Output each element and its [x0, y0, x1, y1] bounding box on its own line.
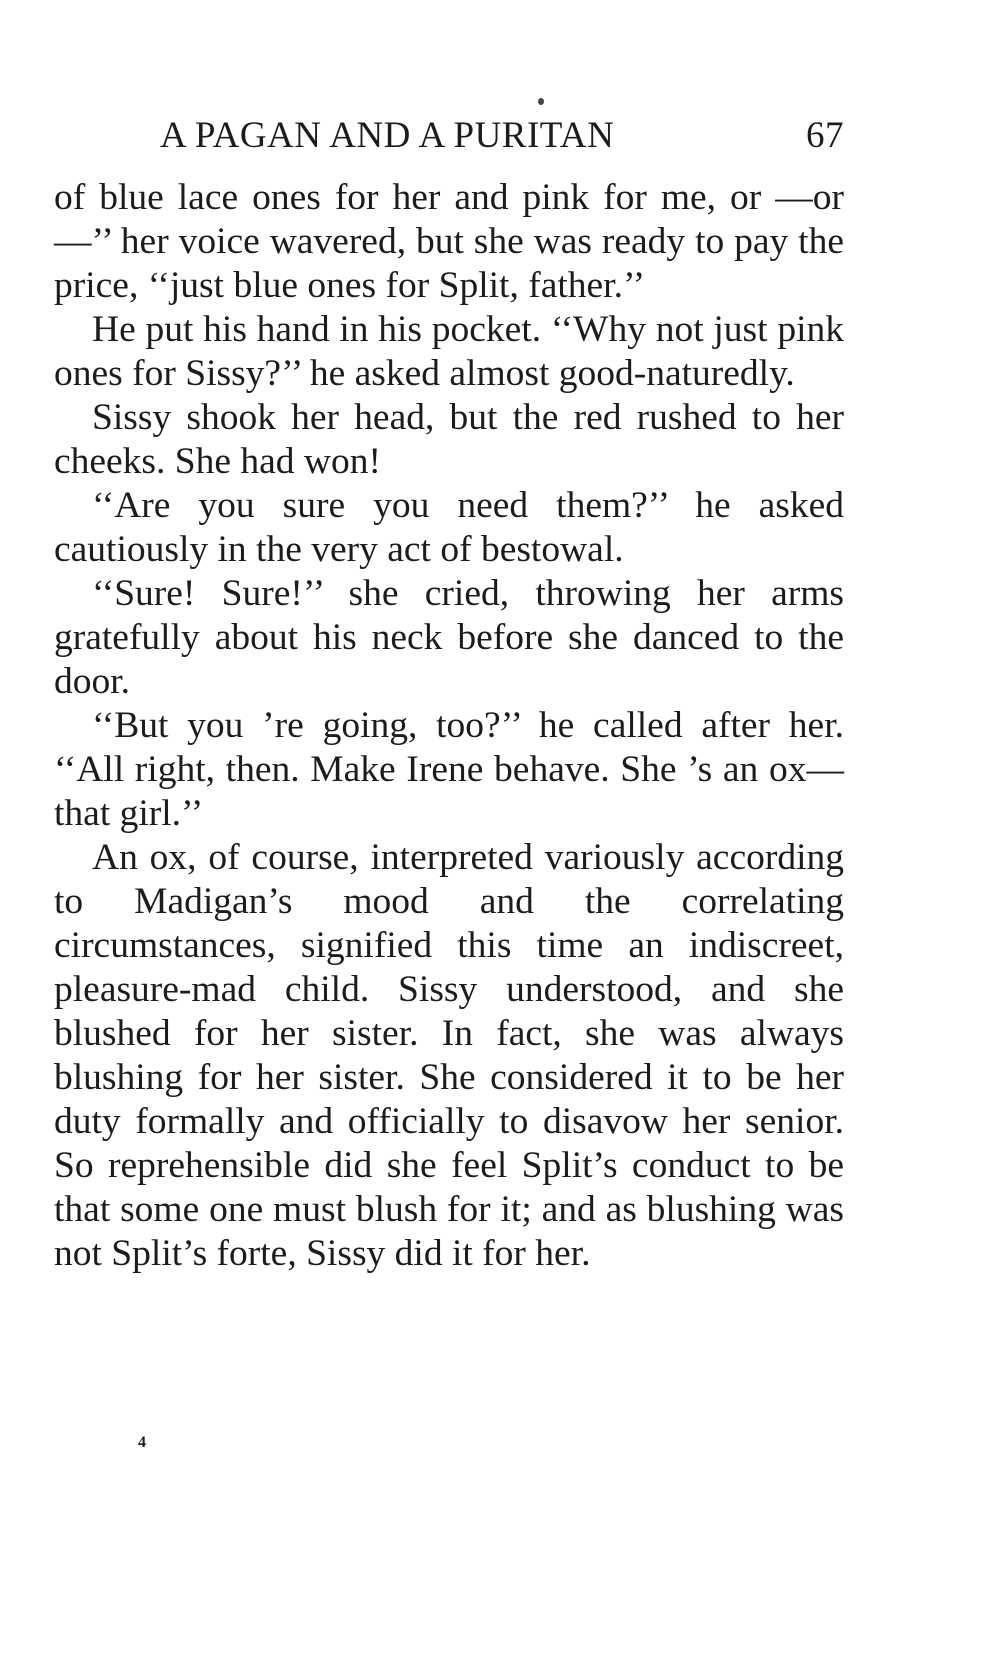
signature-mark: 4 [138, 1434, 146, 1451]
page-body [54, 176, 844, 1276]
page-number: 67 [806, 115, 844, 156]
paragraph-3: Sissy shook her head, but the red rushed to her cheeks. She had won! [54, 397, 844, 482]
paragraph-1: of blue lace ones for her and pink for me, or —or—’’ her voice wavered, but she was ready to pay the price, ‘‘just blue ones for Split, father.’’ [54, 177, 844, 306]
paragraph-7: An ox, of course, interpreted variously according to Madigan’s mood and the correlating circumstances, signified this time an indiscreet, pleasure-mad child. Sissy understood, and she blushed for her sister. In fact, she was always blushing for her sister. She considered it to be her duty formally and officially to disavow her senior. So reprehensible did she feel Split’s conduct to be that some one must blush for it; and as blushing was not Split’s forte, Sissy did it for her. [54, 837, 844, 1274]
paragraph-4: ‘‘Are you sure you need them?’’ he asked cautiously in the very act of bestowal. [54, 485, 844, 570]
running-header [160, 114, 844, 164]
paragraph-6: ‘‘But you ’re going, too?’’ he called after her. ‘‘All right, then. Make Irene behave. She ’s an ox—that girl.’’ [54, 705, 844, 834]
ink-speck [538, 98, 544, 105]
paragraph-2: He put his hand in his pocket. ‘‘Why not just pink ones for Sissy?’’ he asked almost good-naturedly. [54, 309, 844, 394]
running-title: A PAGAN AND A PURITAN [160, 115, 615, 156]
paragraph-5: ‘‘Sure! Sure!’’ she cried, throwing her arms gratefully about his neck before she danced to the door. [54, 573, 844, 702]
